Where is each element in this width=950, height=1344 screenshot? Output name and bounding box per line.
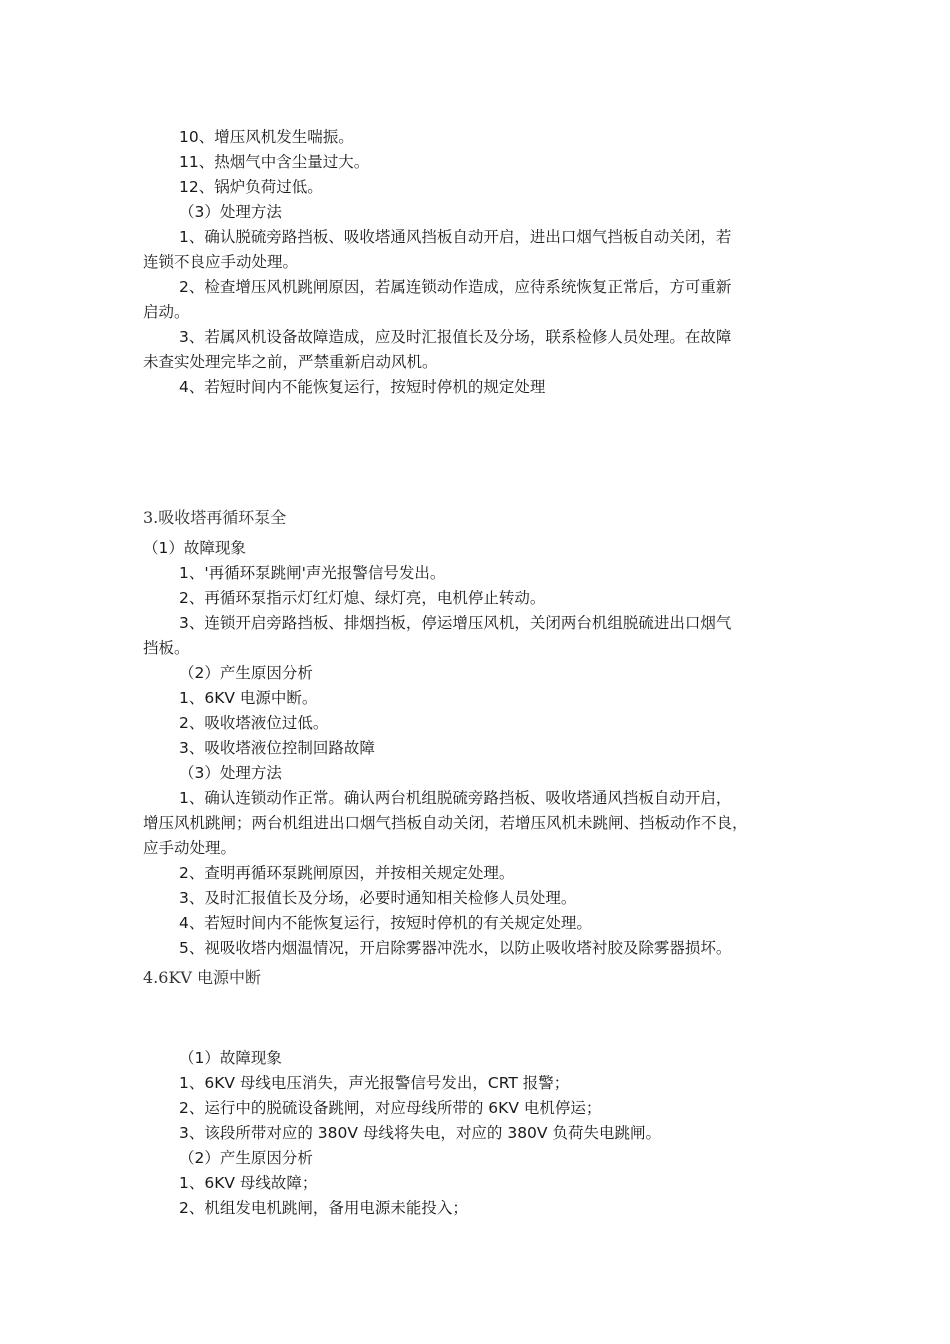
handling-item-3: 3、若属风机设备故障造成，应及时汇报值长及分场，联系检修人员处理。在故障 <box>179 328 732 346</box>
s3-handling-4: 4、若短时间内不能恢复运行，按短时停机的有关规定处理。 <box>179 914 592 932</box>
handling-item-2: 2、检查增压风机跳闸原因，若属连锁动作造成，应待系统恢复正常后，方可重新 <box>179 278 732 296</box>
s3-handling-1-cont2: 应手动处理。 <box>143 839 237 857</box>
s4-symptom-2: 2、运行中的脱硫设备跳闸，对应母线所带的 6KV 电机停运； <box>179 1099 602 1117</box>
s3-handling-1: 1、确认连锁动作正常。确认两台机组脱硫旁路挡板、吸收塔通风挡板自动开启， <box>179 789 732 807</box>
s3-symptoms-subheading: （1）故障现象 <box>143 539 246 557</box>
s4-symptom-3: 3、该段所带对应的 380V 母线将失电，对应的 380V 负荷失电跳闸。 <box>179 1124 661 1142</box>
s3-cause-1: 1、6KV 电源中断。 <box>179 689 318 707</box>
handling-item-1-cont: 连锁不良应手动处理。 <box>143 253 299 271</box>
s4-symptoms-subheading: （1）故障现象 <box>179 1049 282 1067</box>
cause-item-10: 10、增压风机发生喘振。 <box>179 128 354 146</box>
cause-item-11: 11、热烟气中含尘量过大。 <box>179 153 370 171</box>
s3-handling-2: 2、查明再循环泵跳闸原因，并按相关规定处理。 <box>179 864 515 882</box>
s3-handling-subheading: （3）处理方法 <box>179 764 282 782</box>
s3-symptom-3-cont: 挡板。 <box>143 639 190 657</box>
s3-handling-1-cont: 增压风机跳闸；两台机组进出口烟气挡板自动关闭，若增压风机未跳闸、挡板动作不良， <box>143 814 748 832</box>
handling-item-4: 4、若短时间内不能恢复运行，按短时停机的规定处理 <box>179 378 546 396</box>
s4-symptom-1: 1、6KV 母线电压消失，声光报警信号发出，CRT 报警； <box>179 1074 570 1092</box>
cause-item-12: 12、锅炉负荷过低。 <box>179 178 323 196</box>
s3-symptom-1: 1、'再循环泵跳闸'声光报警信号发出。 <box>179 564 446 582</box>
handling-item-2-cont: 启动。 <box>143 303 190 321</box>
s4-causes-subheading: （2）产生原因分析 <box>179 1149 313 1167</box>
s3-handling-5: 5、视吸收塔内烟温情况，开启除雾器冲洗水，以防止吸收塔衬胶及除雾器损坏。 <box>179 939 732 957</box>
handling-item-1: 1、确认脱硫旁路挡板、吸收塔通风挡板自动开启，进出口烟气挡板自动关闭，若 <box>179 228 732 246</box>
handling-subheading: （3）处理方法 <box>179 203 282 221</box>
s3-cause-3: 3、吸收塔液位控制回路故障 <box>179 739 375 757</box>
s3-causes-subheading: （2）产生原因分析 <box>179 664 313 682</box>
s3-symptom-2: 2、再循环泵指示灯红灯熄、绿灯亮，电机停止转动。 <box>179 589 546 607</box>
s4-cause-1: 1、6KV 母线故障； <box>179 1174 318 1192</box>
section-3-title: 3.吸收塔再循环泵全 <box>143 508 287 527</box>
handling-item-3-cont: 未查实处理完毕之前，严禁重新启动风机。 <box>143 353 438 371</box>
s3-symptom-3: 3、连锁开启旁路挡板、排烟挡板，停运增压风机，关闭两台机组脱硫进出口烟气 <box>179 614 732 632</box>
section-4-title: 4.6KV 电源中断 <box>143 968 262 987</box>
s4-cause-2: 2、机组发电机跳闸，备用电源未能投入； <box>179 1199 468 1217</box>
s3-handling-3: 3、及时汇报值长及分场，必要时通知相关检修人员处理。 <box>179 889 577 907</box>
s3-cause-2: 2、吸收塔液位过低。 <box>179 714 329 732</box>
